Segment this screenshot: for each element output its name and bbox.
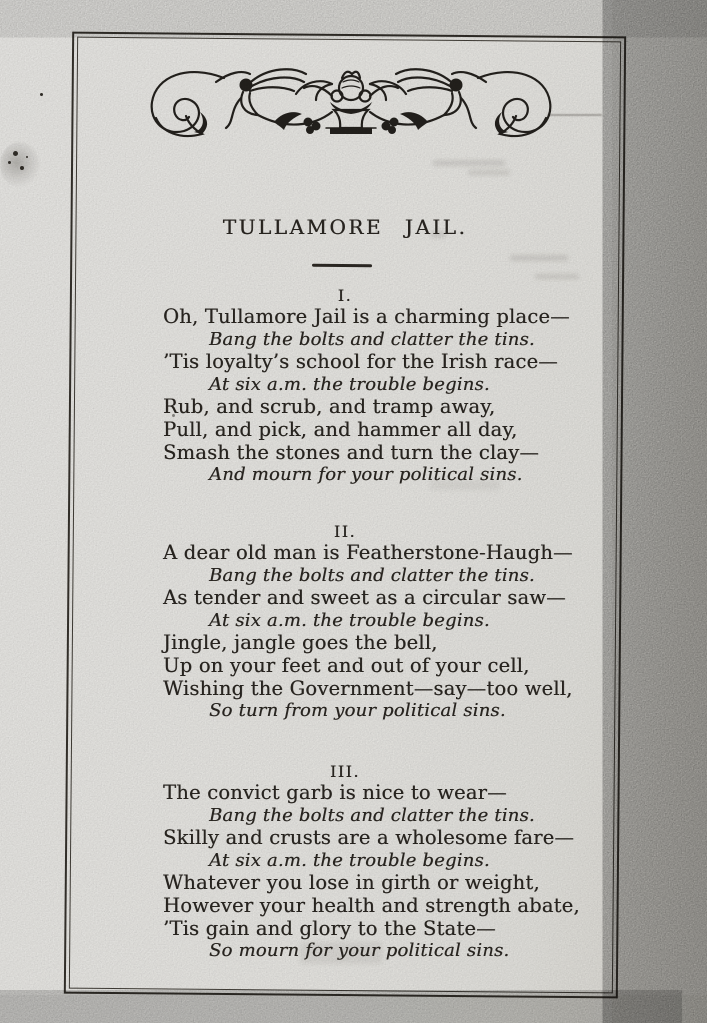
poem-line: A dear old man is Featherstone-Haugh— [163,541,573,564]
ink-speck [13,151,18,156]
poem-refrain: So mourn for your political sins. [209,940,510,962]
poem-line: Whatever you lose in girth or weight, [163,871,540,895]
poem-refrain: And mourn for your political sins. [209,464,523,486]
poem-line: Jingle, jangle goes the bell, [163,631,438,655]
poem-refrain: So turn from your political sins. [209,700,506,722]
ornament-headpiece [146,60,556,144]
ink-speck [26,156,28,158]
ink-speck [20,166,24,170]
stanza-numeral: II. [333,522,357,541]
stanza-numeral: I. [337,286,353,305]
stanza-3 [75,761,615,963]
poem-refrain: Bang the bolts and clatter the tins. [209,804,535,826]
poem-line: As tender and sweet as a circular saw— [163,586,566,610]
ink-speck [40,93,43,96]
poem-line: Pull, and pick, and hammer all day, [163,417,518,441]
poem-line: ’Tis gain and glory to the State— [163,916,496,940]
poem-refrain: Bang the bolts and clatter the tins. [209,564,535,586]
poem-line: The convict garb is nice to wear— [163,781,507,804]
poem-line: Smash the stones and turn the clay— [163,440,540,464]
poem-line: Oh, Tullamore Jail is a charming place— [163,305,570,328]
poem-refrain: At six a.m. the trouble begins. [209,609,490,631]
leaf-shape [274,112,302,130]
stanza-numeral: III. [329,762,361,781]
poem-refrain: Bang the bolts and clatter the tins. [209,328,535,350]
stanza-2 [75,521,615,723]
ornament-left-half [152,69,332,136]
poem-line: However your health and strength abate, [163,893,580,917]
poem-line: Up on your feet and out of your cell, [163,653,530,677]
poem-refrain: At six a.m. the trouble begins. [209,849,490,871]
poem-line: Skilly and crusts are a wholesome fare— [163,826,575,850]
ink-speck [8,161,11,164]
bottom-edge-shading [0,995,707,1023]
poem-line: ’Tis loyalty’s school for the Irish race— [163,350,558,374]
right-edge-shading [612,0,707,1023]
stanza-1 [75,285,615,487]
page-title: TULLAMORE JAIL. [222,215,468,239]
poem-line: Rub, and scrub, and tramp away, [163,395,496,419]
poem-refrain: At six a.m. the trouble begins. [209,373,490,395]
ink-smudge [0,142,40,188]
title-divider-rule [312,264,372,268]
poem-line: Wishing the Government—say—too well, [163,676,573,700]
